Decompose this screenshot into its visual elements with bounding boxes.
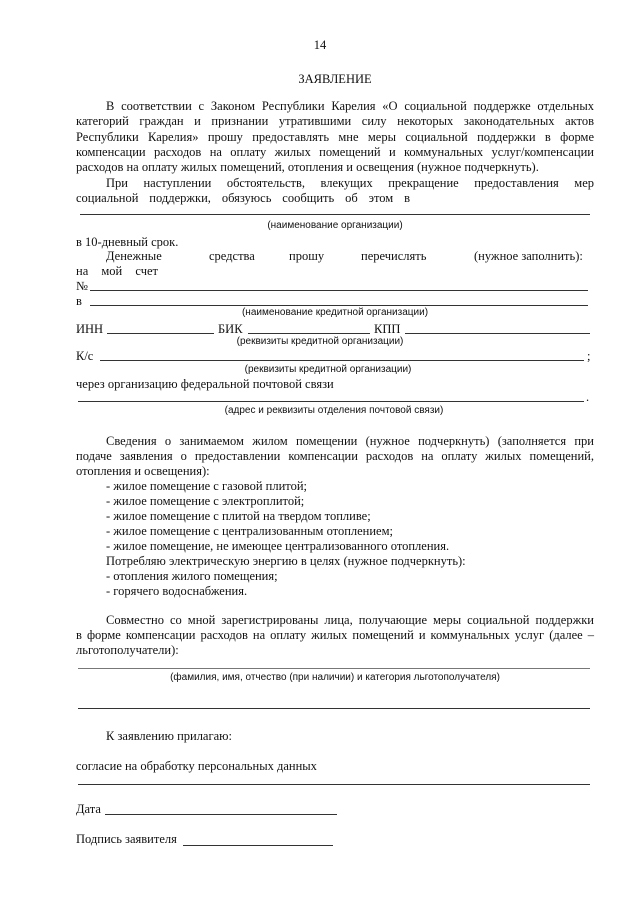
transfer-word: Денежные	[106, 249, 162, 263]
attachments-field[interactable]	[78, 784, 590, 785]
signature-label: Подпись заявителя	[76, 832, 177, 846]
joint-line: Совместно со мной зарегистрированы лица, получающие меры социальной поддержки	[106, 613, 594, 627]
intro-line: расходов на оплату жилых помещений, отопления и освещения (нужное подчеркнуть).	[76, 160, 539, 174]
housing-item: - жилое помещение с электроплитой;	[106, 494, 305, 508]
ks-label: К/с	[76, 349, 94, 363]
beneficiaries-caption: (фамилия, имя, отчество (при наличии) и категория льготополучателя)	[170, 672, 500, 683]
intro-line: компенсации расходов на оплату жилых помещений и коммунальных услуг/компенсации	[76, 145, 594, 159]
joint-line: льготополучатели):	[76, 643, 179, 657]
transfer-word: перечислять	[361, 249, 427, 263]
housing-item: - жилое помещение, не имеющее централизованного отопления.	[106, 539, 450, 553]
electricity-intro: Потребляю электрическую энергию в целях (нужное подчеркнуть):	[106, 554, 466, 568]
deadline-text: в 10-дневный срок.	[76, 235, 179, 249]
ks-end: ;	[587, 349, 591, 363]
transfer-word: средства	[209, 249, 255, 263]
date-label: Дата	[76, 802, 101, 816]
kpp-label: КПП	[374, 322, 401, 336]
account-label: №	[76, 279, 88, 293]
credit-org-details-caption: (реквизиты кредитной организации)	[236, 336, 404, 347]
page-number: 14	[313, 38, 327, 52]
electricity-item: - отопления жилого помещения;	[106, 569, 278, 583]
intro-line: категорий граждан и признании утратившими силу некоторых законодательных актов	[76, 114, 594, 128]
bik-field[interactable]	[248, 333, 370, 334]
intro-line: Республики Карелия» прошу предоставлять мне меры социальной поддержки в форме	[76, 130, 594, 144]
housing-item: - жилое помещение с плитой на твердом топливе;	[106, 509, 371, 523]
credit-org-details-caption-2: (реквизиты кредитной организации)	[244, 364, 412, 375]
post-via-text: через организацию федеральной почтовой связи	[76, 377, 334, 391]
inn-field[interactable]	[107, 333, 214, 334]
kpp-field[interactable]	[405, 333, 590, 334]
post-office-caption: (адрес и реквизиты отделения почтовой связи)	[224, 405, 444, 416]
bank-label: в	[76, 294, 82, 308]
housing-item: - жилое помещение с газовой плитой;	[106, 479, 307, 493]
beneficiaries-field-2[interactable]	[78, 708, 590, 709]
circumstances-line: социальной поддержки, обязуюсь сообщить об этом в	[76, 191, 410, 205]
intro-line: В соответствии с Законом Республики Карелия «О социальной поддержке отдельных	[106, 99, 594, 113]
circumstances-line: При наступлении обстоятельств, влекущих прекращение предоставления мер	[106, 176, 594, 190]
signature-field[interactable]	[183, 845, 333, 846]
housing-intro-line: подаче заявления о предоставлении компенсации расходов на оплату жилых помещений,	[76, 449, 594, 463]
housing-item: - жилое помещение с централизованным отоплением;	[106, 524, 393, 538]
beneficiaries-field[interactable]	[78, 668, 590, 669]
transfer-word: (нужное заполнить):	[474, 249, 583, 263]
account-field[interactable]	[90, 290, 588, 291]
electricity-item: - горячего водоснабжения.	[106, 584, 248, 598]
ks-field[interactable]	[100, 360, 584, 361]
credit-org-name-caption: (наименование кредитной организации)	[241, 307, 429, 318]
post-end: .	[586, 390, 590, 404]
date-field[interactable]	[105, 814, 337, 815]
consent-text: согласие на обработку персональных данных	[76, 759, 317, 773]
organization-caption: (наименование организации)	[267, 220, 403, 231]
inn-label: ИНН	[76, 322, 104, 336]
housing-intro-line: отопления и освещения):	[76, 464, 210, 478]
organization-field[interactable]	[80, 214, 590, 215]
attach-label: К заявлению прилагаю:	[106, 729, 232, 743]
housing-intro-line: Сведения о занимаемом жилом помещении (нужное подчеркнуть) (заполняется при	[106, 434, 594, 448]
bank-field[interactable]	[90, 305, 588, 306]
document-title: ЗАЯВЛЕНИЕ	[298, 72, 372, 86]
bik-label: БИК	[218, 322, 243, 336]
transfer-line2: на мой счет	[76, 264, 158, 278]
joint-line: в форме компенсации расходов на оплату жилых помещений и коммунальных услуг (далее –	[76, 628, 594, 642]
post-office-field[interactable]	[78, 401, 584, 402]
transfer-word: прошу	[289, 249, 325, 263]
